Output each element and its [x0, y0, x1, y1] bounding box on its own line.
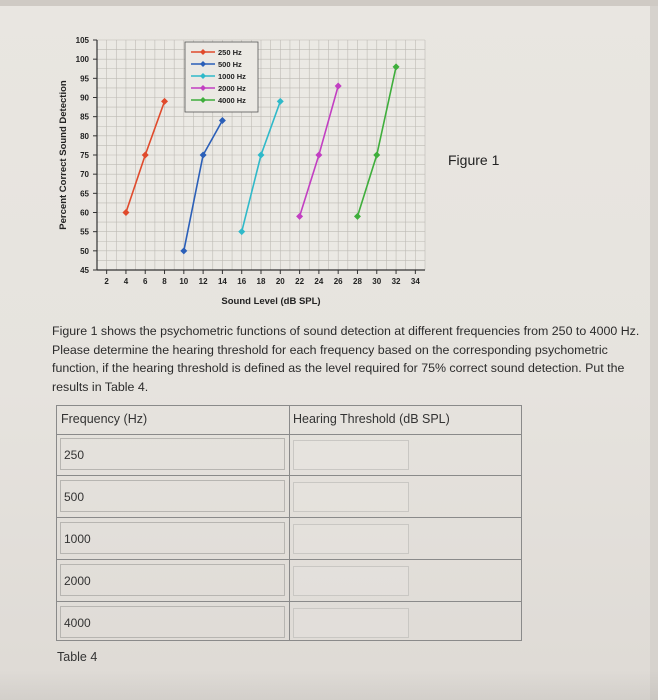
y-tick-label: 65 — [80, 189, 89, 199]
x-tick-label: 22 — [295, 277, 305, 286]
y-tick-label: 60 — [80, 208, 89, 218]
x-tick-label: 20 — [275, 277, 285, 286]
frequency-cell — [60, 606, 285, 638]
x-axis-label: Sound Level (dB SPL) — [221, 296, 321, 307]
x-tick-label: 26 — [333, 277, 343, 286]
legend-label: 4000 Hz — [218, 96, 246, 105]
frequency-cell — [60, 438, 285, 470]
x-tick-label: 28 — [353, 277, 362, 286]
threshold-answer-input[interactable] — [293, 482, 409, 512]
legend-label: 500 Hz — [218, 60, 242, 69]
y-tick-label: 80 — [80, 131, 89, 141]
y-tick-label: 85 — [80, 112, 89, 122]
frequency-value: 500 — [64, 490, 85, 504]
photo-shadow — [0, 670, 658, 700]
threshold-table — [56, 405, 522, 641]
table-row — [57, 434, 521, 476]
y-axis-label: Percent Correct Sound Detection — [58, 80, 69, 230]
table-caption: Table 4 — [57, 650, 98, 664]
frequency-cell — [60, 480, 285, 512]
psychometric-chart — [0, 0, 658, 320]
y-tick-label: 70 — [80, 170, 89, 180]
frequency-cell — [60, 564, 285, 596]
x-tick-label: 24 — [314, 277, 324, 286]
table-row — [57, 602, 521, 643]
x-tick-label: 12 — [198, 277, 208, 286]
x-tick-label: 8 — [162, 277, 167, 286]
legend-label: 250 Hz — [218, 48, 242, 57]
table-row — [57, 476, 521, 518]
threshold-answer-input[interactable] — [293, 440, 409, 470]
x-tick-label: 6 — [143, 277, 148, 286]
question-paragraph: Figure 1 shows the psychometric functions of sound detection at different frequencies from 250 to 4000 Hz. Please determine the hearing threshold for each frequency based on the corresponding psychometric function, if the hearing threshold is defined as the level required for 75% correct sound detection. Put the results in Table 4. — [52, 324, 640, 394]
header-hearing-threshold: Hearing Threshold (dB SPL) — [293, 412, 450, 426]
y-tick-label: 50 — [80, 246, 89, 256]
y-tick-label: 55 — [80, 227, 89, 237]
frequency-value: 2000 — [64, 574, 91, 588]
x-tick-label: 30 — [372, 277, 382, 286]
x-tick-label: 4 — [123, 277, 129, 286]
y-tick-label: 90 — [80, 93, 89, 103]
legend-label: 2000 Hz — [218, 84, 246, 93]
x-tick-label: 16 — [237, 277, 247, 286]
y-tick-label: 45 — [80, 266, 89, 275]
x-tick-label: 34 — [410, 277, 420, 286]
frequency-cell — [60, 522, 285, 554]
frequency-value: 250 — [64, 448, 85, 462]
table-row — [57, 560, 521, 602]
y-tick-label: 105 — [75, 36, 89, 45]
y-tick-label: 100 — [75, 55, 89, 65]
x-tick-label: 18 — [256, 277, 266, 286]
threshold-answer-input[interactable] — [293, 524, 409, 554]
frequency-value: 1000 — [64, 532, 91, 546]
y-tick-label: 95 — [80, 74, 89, 84]
x-tick-label: 10 — [179, 277, 189, 286]
threshold-answer-input[interactable] — [293, 608, 409, 638]
x-tick-label: 2 — [104, 277, 109, 286]
header-frequency: Frequency (Hz) — [61, 412, 148, 426]
frequency-value: 4000 — [64, 616, 91, 630]
x-tick-label: 14 — [217, 277, 227, 286]
legend-label: 1000 Hz — [218, 72, 246, 81]
table-row — [57, 518, 521, 560]
threshold-answer-input[interactable] — [293, 566, 409, 596]
y-tick-label: 75 — [80, 151, 89, 160]
x-tick-label: 32 — [391, 277, 401, 286]
figure-label: Figure 1 — [448, 152, 500, 168]
